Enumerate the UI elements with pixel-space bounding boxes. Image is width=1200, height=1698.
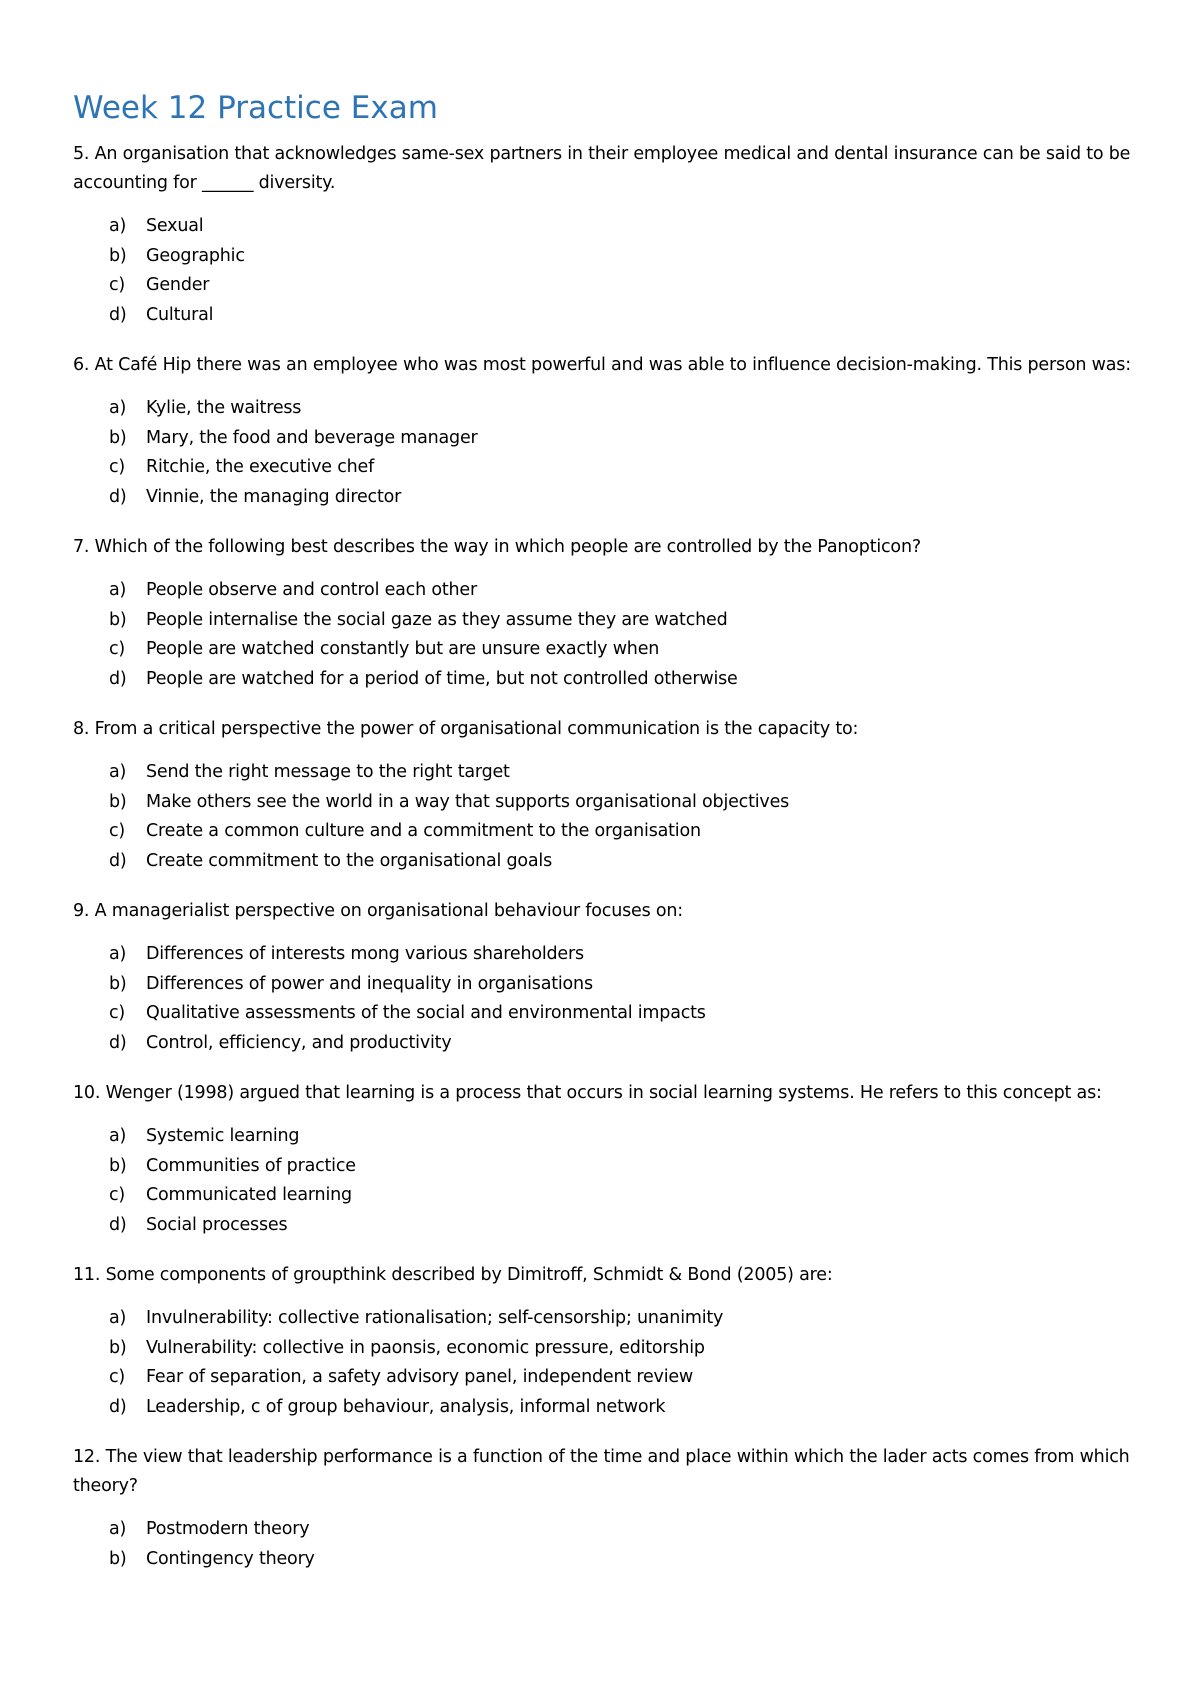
- option-text: Sexual: [146, 216, 204, 236]
- option-text: People observe and control each other: [146, 580, 477, 600]
- question-text: 6. At Café Hip there was an employee who was most powerful and was able to influence decision-making. This person was:: [73, 355, 1131, 375]
- answer-options: [73, 1304, 1133, 1422]
- question-block: [73, 897, 1133, 1058]
- option-letter: c): [109, 275, 126, 295]
- option-letter: b): [109, 1155, 127, 1176]
- option-letter: d): [109, 1396, 127, 1417]
- option-text: Create a common culture and a commitment to the organisation: [146, 821, 701, 841]
- answer-option: [109, 483, 1133, 513]
- question-block: [73, 351, 1133, 512]
- option-letter: d): [109, 668, 127, 689]
- answer-option: [109, 1304, 1133, 1334]
- question-text: 12. The view that leadership performance is a function of the time and place within which the lader acts comes from which theory?: [73, 1447, 1130, 1496]
- answer-option: [109, 242, 1133, 272]
- question-text: 5. An organisation that acknowledges same-sex partners in their employee medical and dental insurance can be said to be accounting for ______ diversity.: [73, 144, 1131, 193]
- option-letter: a): [109, 1308, 127, 1328]
- answer-option: [109, 1545, 1133, 1575]
- answer-option: [109, 817, 1133, 847]
- answer-option: [109, 788, 1133, 818]
- option-text: Leadership, c of group behaviour, analysis, informal network: [146, 1396, 666, 1417]
- option-letter: a): [109, 580, 127, 600]
- answer-options: [73, 394, 1133, 512]
- answer-option: [109, 212, 1133, 242]
- option-text: Social processes: [146, 1214, 288, 1235]
- option-text: Invulnerability: collective rationalisation; self-censorship; unanimity: [146, 1308, 724, 1328]
- option-letter: a): [109, 762, 127, 782]
- option-text: Control, efficiency, and productivity: [146, 1032, 452, 1053]
- option-letter: b): [109, 973, 127, 994]
- option-text: Vinnie, the managing director: [146, 486, 402, 507]
- answer-option: [109, 1152, 1133, 1182]
- answer-options: [73, 758, 1133, 876]
- answer-option: [109, 1393, 1133, 1423]
- option-text: Fear of separation, a safety advisory panel, independent review: [146, 1367, 694, 1387]
- question-list: [73, 140, 1133, 1574]
- option-letter: c): [109, 821, 126, 841]
- option-text: Cultural: [146, 304, 214, 325]
- option-text: Create commitment to the organisational goals: [146, 850, 553, 871]
- option-text: Gender: [146, 275, 210, 295]
- question-block: [73, 715, 1133, 876]
- answer-option: [109, 970, 1133, 1000]
- option-letter: b): [109, 245, 127, 266]
- option-letter: c): [109, 1003, 126, 1023]
- answer-option: [109, 394, 1133, 424]
- question-block: [73, 1443, 1133, 1574]
- option-letter: d): [109, 1032, 127, 1053]
- answer-option: [109, 424, 1133, 454]
- option-letter: a): [109, 216, 127, 236]
- option-text: Differences of interests mong various shareholders: [146, 944, 584, 964]
- answer-option: [109, 1515, 1133, 1545]
- answer-option: [109, 1122, 1133, 1152]
- document-page: [73, 88, 1133, 1595]
- answer-options: [73, 576, 1133, 694]
- option-letter: b): [109, 1548, 127, 1569]
- option-letter: b): [109, 791, 127, 812]
- option-letter: d): [109, 486, 127, 507]
- option-letter: a): [109, 944, 127, 964]
- question-text: 10. Wenger (1998) argued that learning is a process that occurs in social learning systems. He refers to this concept as:: [73, 1083, 1102, 1103]
- option-text: Send the right message to the right target: [146, 762, 510, 782]
- question-text: 11. Some components of groupthink described by Dimitroff, Schmidt & Bond (2005) are:: [73, 1265, 833, 1285]
- answer-option: [109, 847, 1133, 877]
- answer-option: [109, 665, 1133, 695]
- option-letter: d): [109, 1214, 127, 1235]
- option-text: Qualitative assessments of the social and environmental impacts: [146, 1003, 706, 1023]
- option-text: Make others see the world in a way that supports organisational objectives: [146, 791, 790, 812]
- answer-options: [73, 212, 1133, 330]
- answer-option: [109, 301, 1133, 331]
- option-text: People are watched constantly but are unsure exactly when: [146, 639, 660, 659]
- question-block: [73, 140, 1133, 330]
- option-text: Vulnerability: collective in paonsis, economic pressure, editorship: [146, 1337, 705, 1358]
- question-block: [73, 1079, 1133, 1240]
- answer-option: [109, 1334, 1133, 1364]
- answer-option: [109, 271, 1133, 301]
- option-text: Communicated learning: [146, 1185, 352, 1205]
- option-text: Ritchie, the executive chef: [146, 457, 375, 477]
- option-letter: b): [109, 609, 127, 630]
- answer-option: [109, 635, 1133, 665]
- option-text: Postmodern theory: [146, 1519, 310, 1539]
- answer-option: [109, 758, 1133, 788]
- answer-options: [73, 940, 1133, 1058]
- option-text: People internalise the social gaze as they assume they are watched: [146, 609, 728, 630]
- answer-options: [73, 1515, 1133, 1574]
- answer-option: [109, 1181, 1133, 1211]
- answer-option: [109, 606, 1133, 636]
- answer-option: [109, 1029, 1133, 1059]
- option-letter: c): [109, 1367, 126, 1387]
- question-block: [73, 1261, 1133, 1422]
- option-text: Geographic: [146, 245, 245, 266]
- option-text: Mary, the food and beverage manager: [146, 427, 478, 448]
- option-letter: a): [109, 398, 127, 418]
- answer-options: [73, 1122, 1133, 1240]
- question-text: 9. A managerialist perspective on organisational behaviour focuses on:: [73, 901, 683, 921]
- option-letter: a): [109, 1519, 127, 1539]
- answer-option: [109, 940, 1133, 970]
- option-letter: d): [109, 850, 127, 871]
- option-text: People are watched for a period of time, but not controlled otherwise: [146, 668, 738, 689]
- option-letter: b): [109, 1337, 127, 1358]
- answer-option: [109, 453, 1133, 483]
- option-letter: c): [109, 457, 126, 477]
- answer-option: [109, 999, 1133, 1029]
- question-text: 7. Which of the following best describes the way in which people are controlled by the Panopticon?: [73, 537, 921, 557]
- option-letter: c): [109, 1185, 126, 1205]
- question-block: [73, 533, 1133, 694]
- page-title: Week 12 Practice Exam: [73, 90, 438, 126]
- option-text: Communities of practice: [146, 1155, 356, 1176]
- option-text: Systemic learning: [146, 1126, 300, 1146]
- answer-option: [109, 1211, 1133, 1241]
- option-letter: b): [109, 427, 127, 448]
- option-letter: a): [109, 1126, 127, 1146]
- option-text: Differences of power and inequality in organisations: [146, 973, 593, 994]
- question-text: 8. From a critical perspective the power of organisational communication is the capacity to:: [73, 719, 859, 739]
- answer-option: [109, 1363, 1133, 1393]
- option-letter: c): [109, 639, 126, 659]
- option-text: Contingency theory: [146, 1548, 315, 1569]
- option-letter: d): [109, 304, 127, 325]
- option-text: Kylie, the waitress: [146, 398, 302, 418]
- answer-option: [109, 576, 1133, 606]
